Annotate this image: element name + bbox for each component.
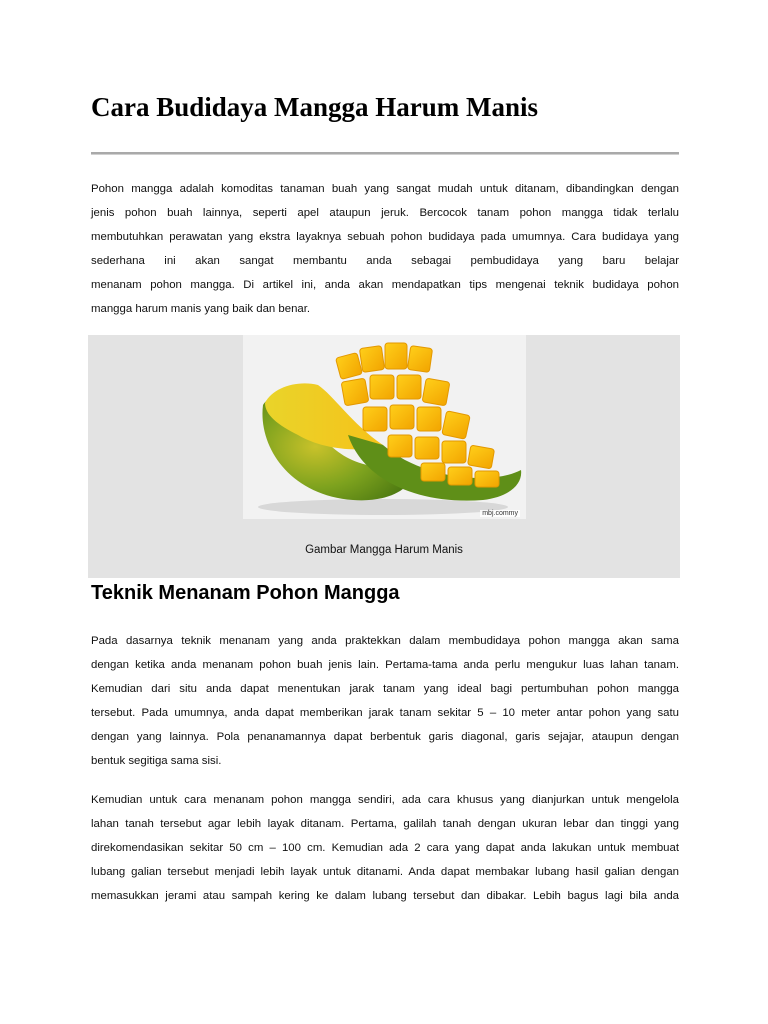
paragraph-line: lubang galian tersebut menjadi lebih layak untuk ditanami. Anda dapat membakar lubang hasil galian dengan — [91, 866, 679, 878]
paragraph-line: menanam pohon mangga. Di artikel ini, anda akan mendapatkan tips mengenai teknik budidaya pohon — [91, 279, 679, 291]
paragraph-line: tersebut. Pada umumnya, anda dapat memberikan jarak tanam sekitar 5 – 10 meter antar pohon yang satu — [91, 707, 679, 719]
paragraph-line: direkomendasikan sekitar 50 cm – 100 cm. Kemudian ada 2 cara yang dapat anda lakukan untuk membuat — [91, 842, 679, 854]
paragraph-line: jenis pohon buah lainnya, seperti apel ataupun jeruk. Bercocok tanam pohon mangga tidak terlalu — [91, 207, 679, 219]
figure-box — [88, 335, 680, 578]
mango-photo — [243, 335, 526, 519]
mango-illustration — [243, 335, 526, 519]
paragraph-line: lahan tanah tersebut agar lebih layak ditanam. Pertama, galilah tanah dengan ukuran lebar dan tinggi yang — [91, 818, 679, 830]
shadow — [258, 499, 508, 515]
section-paragraph-2 — [91, 788, 679, 908]
title-divider — [91, 152, 679, 155]
section-paragraph-1 — [91, 629, 679, 773]
figure-caption: Gambar Mangga Harum Manis — [305, 544, 463, 556]
paragraph-line: membutuhkan perawatan yang ekstra layaknya sebuah pohon budidaya pada umumnya. Cara budidaya yang — [91, 231, 679, 243]
paragraph-line: dengan yang lainnya. Pola penanamannya dapat berbentuk garis diagonal, garis sejajar, ataupun dengan — [91, 731, 679, 743]
paragraph-line: Pada dasarnya teknik menanam yang anda praktekkan dalam membudidaya pohon mangga akan sama — [91, 635, 679, 647]
paragraph-line: bentuk segitiga sama sisi. — [91, 755, 222, 767]
page-title: Cara Budidaya Mangga Harum Manis — [91, 92, 539, 122]
section-heading: Teknik Menanam Pohon Mangga — [91, 582, 400, 604]
image-credit: mbj.commy — [482, 510, 518, 517]
paragraph-line: dengan ketika anda menanam pohon buah jenis lain. Pertama-tama anda perlu mengukur luas lahan tanam. — [91, 659, 679, 671]
paragraph-line: sederhana ini akan sangat membantu anda sebagai pembudidaya yang baru belajar — [91, 255, 679, 267]
paragraph-line: Kemudian dari situ anda dapat menentukan jarak tanam yang ideal bagi pertumbuhan pohon mangga — [91, 683, 679, 695]
paragraph-line: Pohon mangga adalah komoditas tanaman buah yang sangat mudah untuk ditanam, dibandingkan dengan — [91, 183, 679, 195]
paragraph-line: memasukkan jerami atau sampah kering ke dalam lubang tersebut dan dibakar. Lebih bagus lagi bila anda — [91, 890, 679, 902]
paragraph-line: mangga harum manis yang baik dan benar. — [91, 303, 311, 315]
intro-paragraph — [91, 177, 679, 321]
paragraph-line: Kemudian untuk cara menanam pohon mangga sendiri, ada cara khusus yang dianjurkan untuk mengelola — [91, 794, 679, 806]
